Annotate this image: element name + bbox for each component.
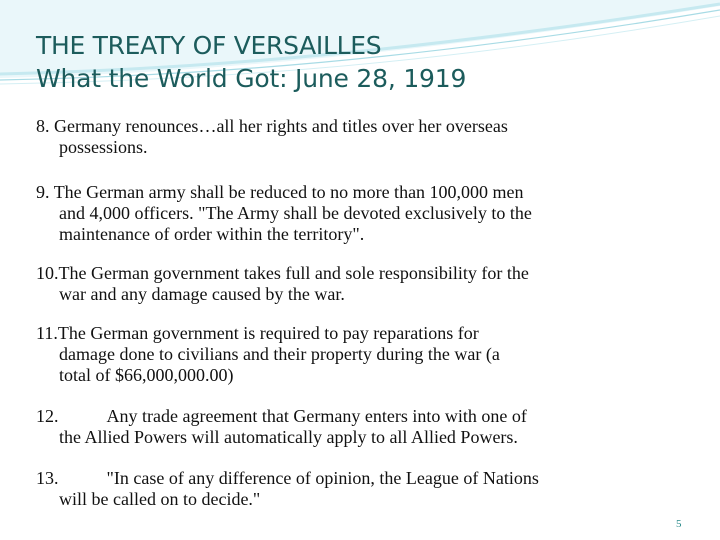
item-text: damage done to civilians and their property during the war (a xyxy=(59,344,500,364)
list-item xyxy=(36,323,696,386)
item-text: The German army shall be reduced to no more than 100,000 men xyxy=(53,182,524,202)
item-text: The German government takes full and sole responsibility for the xyxy=(58,263,529,283)
title-subheading: What the World Got: June 28, 1919 xyxy=(36,64,467,93)
item-text: maintenance of order within the territory". xyxy=(59,224,365,244)
item-text: war and any damage caused by the war. xyxy=(59,284,345,304)
item-number: 8. xyxy=(36,116,50,136)
item-text: the Allied Powers will automatically apply to all Allied Powers. xyxy=(59,427,518,447)
item-text: "In case of any difference of opinion, the League of Nations xyxy=(106,468,539,488)
item-text: Germany renounces…all her rights and titles over her overseas xyxy=(54,116,508,136)
item-text: possessions. xyxy=(59,137,148,157)
item-text: total of $66,000,000.00) xyxy=(59,365,234,385)
list-item xyxy=(36,263,696,305)
item-text: Any trade agreement that Germany enters into with one of xyxy=(106,406,527,426)
slide-title xyxy=(36,30,696,96)
item-number: 13. xyxy=(36,468,59,488)
item-text: The German government is required to pay reparations for xyxy=(57,323,479,343)
list-item xyxy=(36,468,696,510)
list-item xyxy=(36,116,696,158)
title-heading: THE TREATY OF VERSAILLES xyxy=(36,31,382,60)
item-text: and 4,000 officers. "The Army shall be devoted exclusively to the xyxy=(59,203,532,223)
treaty-articles-list xyxy=(36,116,696,510)
item-number: 12. xyxy=(36,406,59,426)
item-text: will be called on to decide." xyxy=(59,489,261,509)
list-item xyxy=(36,406,696,448)
item-number: 9. xyxy=(36,182,50,202)
page-number: 5 xyxy=(676,518,682,530)
list-item xyxy=(36,182,696,245)
item-number: 11. xyxy=(36,323,58,343)
item-number: 10. xyxy=(36,263,59,283)
